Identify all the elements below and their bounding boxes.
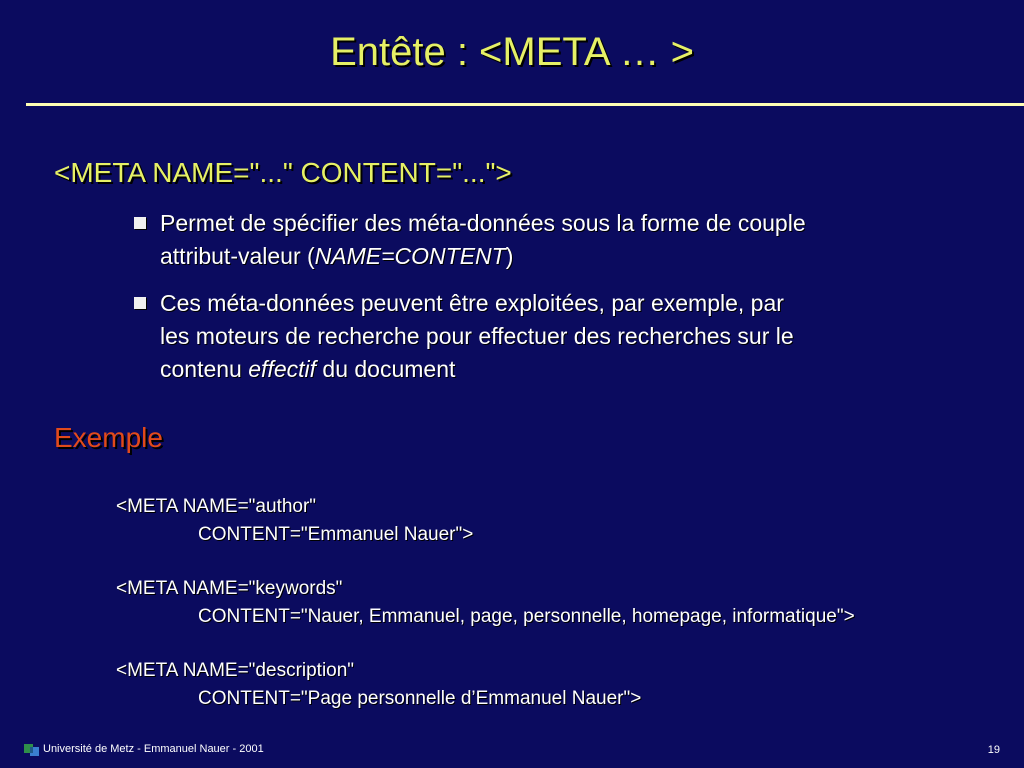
bullet-1-line-2: [134, 240, 806, 273]
bullet-1-line-2-suffix: ): [505, 243, 514, 269]
code-line-indented: CONTENT="Page personnelle d’Emmanuel Nauer">: [198, 688, 642, 709]
bullet-2-line-3-suffix: du document: [316, 356, 456, 382]
bullet-1-line-1: Permet de spécifier des méta-données sous la forme de couple: [160, 210, 806, 236]
bullet-1-line-2-prefix: attribut-valeur (: [160, 243, 315, 269]
bullet-item-1: [134, 207, 806, 273]
section-heading-meta: <META NAME="..." CONTENT="...">: [54, 157, 512, 188]
bullet-2-line-1: Ces méta-données peuvent être exploitées, par exemple, par: [160, 290, 784, 316]
code-line: <META NAME="author": [116, 496, 317, 517]
slide-title: Entête : <META … >: [330, 30, 694, 74]
bullet-2-italic: effectif: [248, 356, 317, 382]
code-line: <META NAME="description": [116, 660, 355, 681]
code-example-description: [116, 657, 641, 713]
square-bullet-icon: [134, 297, 146, 309]
bullet-item-2: [134, 287, 794, 386]
code-line-indented: CONTENT="Nauer, Emmanuel, page, personnelle, homepage, informatique">: [198, 606, 855, 627]
square-bullet-icon: [134, 217, 146, 229]
code-line: <META NAME="keywords": [116, 578, 343, 599]
bullet-1-italic: NAME=CONTENT: [314, 243, 506, 269]
title-divider: [26, 103, 1024, 106]
page-number: 19: [987, 744, 1000, 756]
bullet-2-line-2: les moteurs de recherche pour effectuer des recherches sur le: [160, 323, 794, 349]
slide-footer: [24, 741, 264, 757]
bullet-2-line-3-prefix: contenu: [160, 356, 249, 382]
section-heading-exemple: Exemple: [54, 422, 163, 453]
university-logo-icon: [24, 741, 40, 757]
footer-text: Université de Metz - Emmanuel Nauer - 2001: [43, 742, 264, 755]
code-line-indented: CONTENT="Emmanuel Nauer">: [198, 524, 474, 545]
code-example-keywords: [116, 575, 855, 631]
bullet-2-line-3: [134, 353, 794, 386]
code-example-author: [116, 493, 473, 549]
